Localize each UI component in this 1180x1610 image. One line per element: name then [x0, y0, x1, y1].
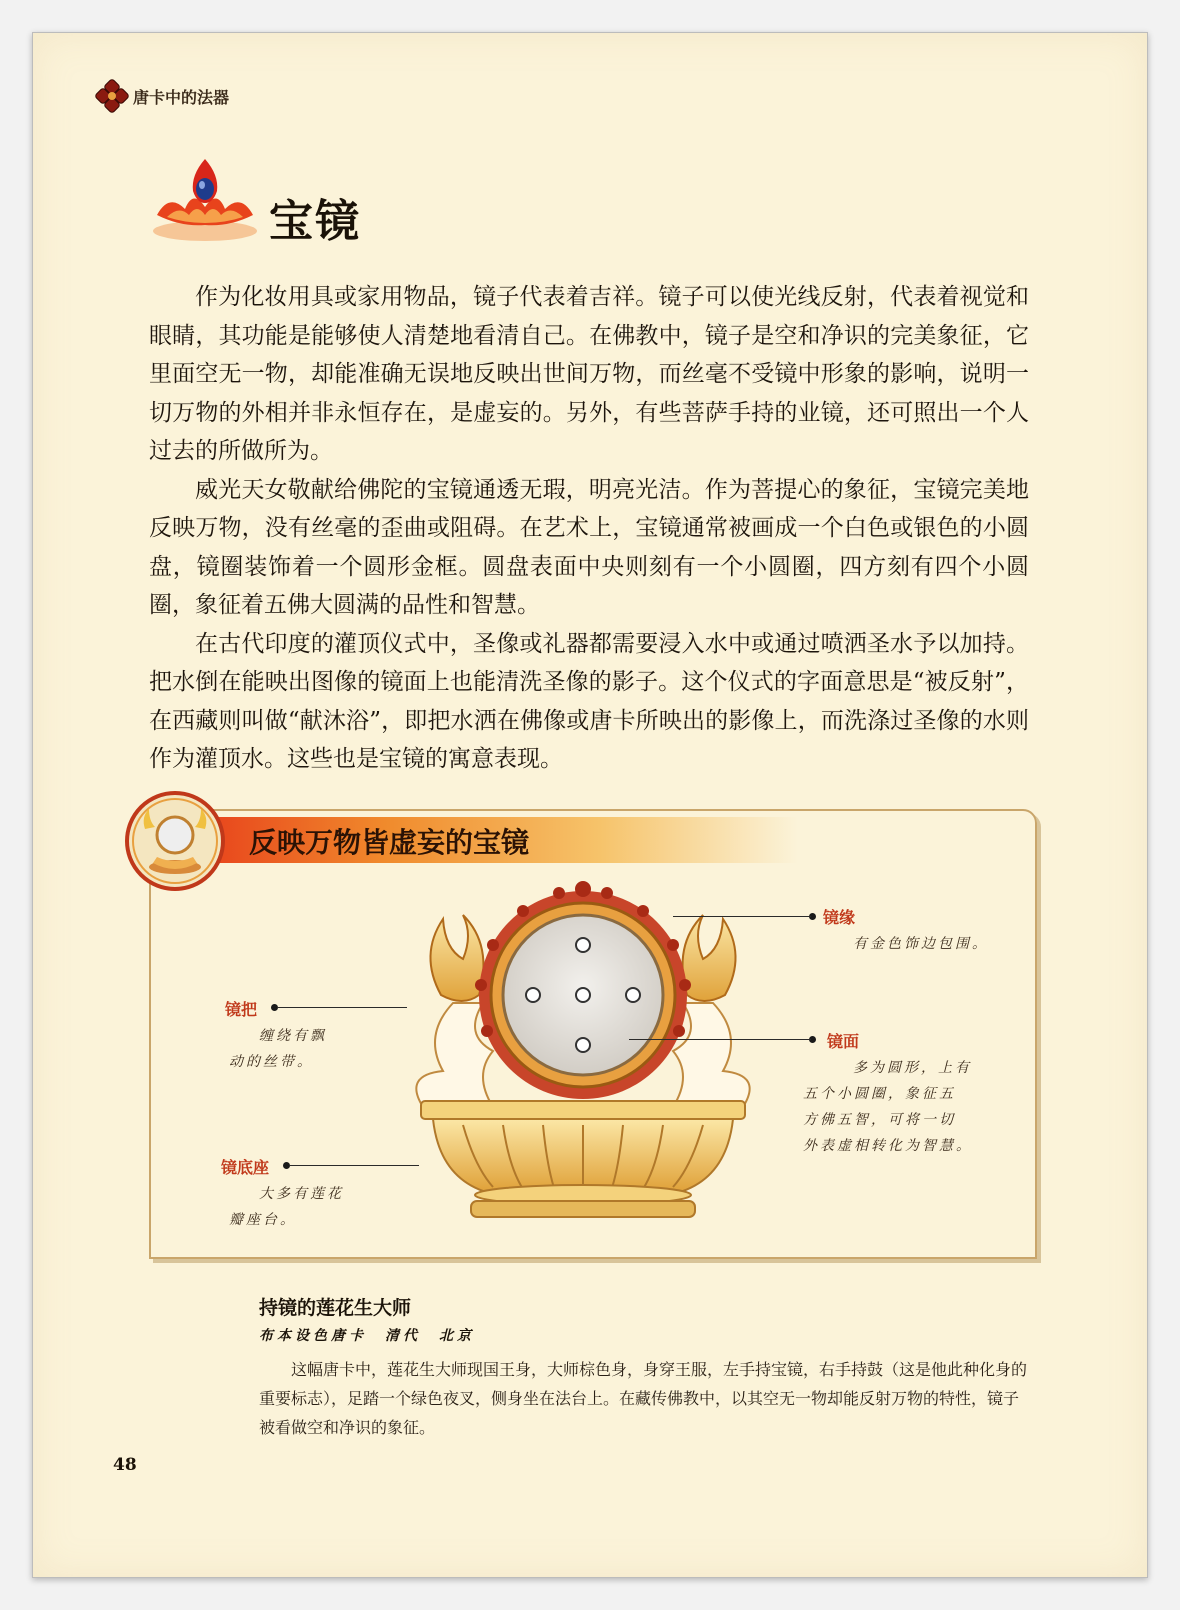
label-base: 镜底座	[221, 1158, 270, 1177]
leader-line	[277, 1007, 407, 1008]
caption-meta: 布本设色唐卡 清代 北京	[259, 1328, 475, 1344]
desc-base-line: 瓣座台。	[229, 1212, 297, 1228]
lotus-jewel-icon	[149, 153, 261, 245]
page-number: 48	[113, 1455, 137, 1475]
caption-text	[259, 1355, 1029, 1442]
desc-face-line: 多为圆形，上有	[853, 1060, 972, 1076]
desc-face-line: 外表虚相转化为智慧。	[803, 1138, 973, 1154]
diagram-title: 反映万物皆虚妄的宝镜	[249, 826, 530, 859]
label-face: 镜面	[827, 1032, 860, 1051]
mirror-medallion-icon	[123, 789, 227, 893]
book-page	[32, 32, 1148, 1578]
running-header: 唐卡中的法器	[133, 88, 230, 107]
desc-rim: 有金色饰边包围。	[853, 936, 989, 952]
leader-line	[289, 1165, 419, 1166]
label-handle: 镜把	[225, 1000, 258, 1019]
desc-face-line: 方佛五智，可将一切	[803, 1112, 956, 1128]
section-title: 宝镜	[269, 196, 361, 247]
body-text	[149, 278, 1029, 779]
caption-paragraph: 这幅唐卡中，莲花生大师现国王身，大师棕色身，身穿王服，左手持宝镜，右手持鼓（这是他此种化身的重要标志），足踏一个绿色夜叉，侧身坐在法台上。在藏传佛教中，以其空无一物却能反射万物的特性，镜子被看做空和净识的象征。	[259, 1360, 1028, 1437]
desc-face-line: 五个小圆圈，象征五	[803, 1086, 956, 1102]
mirror-illustration	[383, 875, 783, 1235]
leader-line	[629, 1039, 811, 1040]
desc-handle-line: 缠绕有飘	[259, 1028, 327, 1044]
paragraph: 在古代印度的灌顶仪式中，圣像或礼器都需要浸入水中或通过喷洒圣水予以加持。把水倒在能映出图像的镜面上也能清洗圣像的影子。这个仪式的字面意思是“被反射”，在西藏则叫做“献沐浴”，即把水洒在佛像或唐卡所映出的影像上，而洗涤过圣像的水则作为灌顶水。这些也是宝镜的寓意表现。	[149, 630, 1029, 772]
label-rim: 镜缘	[823, 908, 856, 927]
paragraph: 作为化妆用具或家用物品，镜子代表着吉祥。镜子可以使光线反射，代表着视觉和眼睛，其功能是能够使人清楚地看清自己。在佛教中，镜子是空和净识的完美象征，它里面空无一物，却能准确无误地反映出世间万物，而丝毫不受镜中形象的影响，说明一切万物的外相并非永恒存在，是虚妄的。另外，有些菩萨手持的业镜，还可照出一个人过去的所做所为。	[149, 284, 1029, 464]
leader-line	[673, 916, 811, 917]
paragraph: 威光天女敬献给佛陀的宝镜通透无瑕，明亮光洁。作为菩提心的象征，宝镜完美地反映万物，没有丝毫的歪曲或阻碍。在艺术上，宝镜通常被画成一个白色或银色的小圆盘，镜圈装饰着一个圆形金框。圆盘表面中央则刻有一个小圆圈，四方刻有四个小圆圈，象征着五佛大圆满的品性和智慧。	[149, 476, 1029, 618]
endless-knot-icon	[95, 79, 129, 113]
desc-handle-line: 动的丝带。	[229, 1054, 314, 1070]
caption-title: 持镜的莲花生大师	[259, 1297, 412, 1319]
desc-base-line: 大多有莲花	[259, 1186, 344, 1202]
